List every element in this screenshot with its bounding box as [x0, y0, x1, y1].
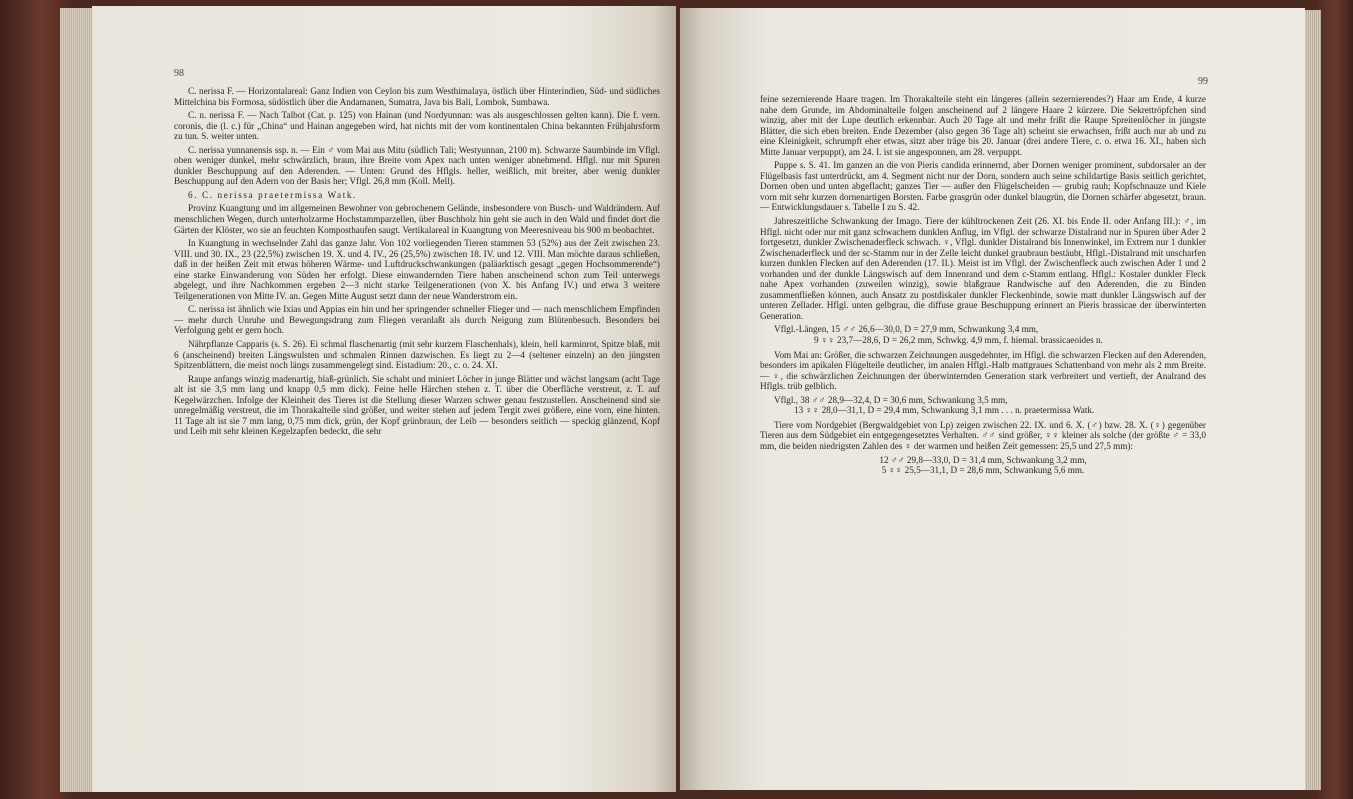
page-number-left: 98: [174, 68, 184, 79]
paragraph: Puppe s. S. 41. Im ganzen an die von Pieris candida erinnernd, aber Dornen weniger prominent, subdorsaler an der Flügelbasis fast unterdrückt, am 4. Segment nicht nur der Dorn, sondern auch seine schildartige Basis seitlich gerichtet, Dornen oben und unten abgeflacht; ganzes Tier — außer den Flügelscheiden — grubig rauh; Kopfschnauze und Kiele vorn mit sehr kurzen dornenartigen Borsten. Farbe grasgrün oder dunkel blaugrün, die Dornen schärfer abgesetzt, braun. — Entwicklungsdauer s. Tabelle I zu S. 42.: [760, 160, 1206, 213]
right-page: [680, 8, 1305, 790]
page-number-right: 99: [1198, 76, 1208, 87]
paragraph: C. nerissa F. — Horizontalareal: Ganz Indien von Ceylon bis zum Westhimalaya, östlich über Hinterindien, Süd- und südliches Mittelchina bis Formosa, südöstlich über die Andamanen, Sumatra, Java bis Bali, Lombok, Sumbawa.: [174, 86, 660, 107]
measurement-line: 5 ♀♀ 25,5—31,1, D = 28,6 mm, Schwankung 5,6 mm.: [881, 465, 1085, 476]
right-page-text: [760, 94, 1206, 480]
book-cover-right: [1317, 0, 1353, 799]
paragraph: C. nerissa yunnanensis ssp. n. — Ein ♂ vom Mai aus Mitu (südlich Tali; Westyunnan, 2100 m). Schwarze Saumbinde im Vflgl. oben weniger dunkel, mehr schwärzlich, braun, ihre Breite vom Apex nach unten weniger abnehmend. Hflgl. nur mit Spuren dunkler Beschuppung auf den Aderenden. — Unten: Grund des Hflgls. heller, weißlich, mit breiter, aber wenig dunkler Beschuppung auf den Adern von der Basis her; Vflgl. 26,8 mm (Koll. Mell).: [174, 144, 660, 187]
measurement-line: Vflgl., 38 ♂♂ 28,9—32,4, D = 30,6 mm, Schwankung 3,5 mm,: [774, 394, 1008, 405]
left-page: [92, 6, 676, 792]
paragraph: Provinz Kuangtung und im allgemeinen Bewohner von gebrochenem Gelände, insbesondere von Busch- und Waldrändern. Auf menschlichen Wegen, durch unterholzarme Hochstammparzellen, über Buschholz hin geht sie auch in den Wald und findet dort die Gärten der Klöster, wo sie an feuchten Komposthaufen saugt. Vertikalareal in Kuangtung von Meeresniveau bis 900 m beobachtet.: [174, 203, 660, 235]
paragraph: C. n. nerissa F. — Nach Talbot (Cat. p. 125) von Hainan (und Nordyunnan: was als ausgeschlossen gelten kann). Die f. vern. coronis, die (l. c.) für „China“ und Hainan angegeben wird, hat nichts mit der vom kontinentalen China bekannten Frühjahrsform zu tun. S. weiter unten.: [174, 110, 660, 142]
page-stack-left: [60, 8, 92, 792]
paragraph: Jahreszeitliche Schwankung der Imago. Tiere der kühltrockenen Zeit (26. XI. bis Ende II. oder Anfang III.): ♂, im Hflgl. nicht oder nur mit ganz schwachem dunklen Anflug, im Vflgl. der schwarze Distalrand nur in Spuren über Ader 2 fortgesetzt, dunkler Zwischenaderfleck schwach. ♀, Vflgl. dunkler Distalrand bis Innenwinkel, im Extrem nur 1 dunkler Zwischenaderfleck und der sc-Stamm nur in der Zelle leicht dunkel graubraun bestäubt, Hflgl.-Distalrand mit unscharfen kurzen dunklen Flecken auf den Aderenden (17. II.). Meist ist im Vflgl. der Zwischenfleck auch zwischen Ader 1 und 2 vorhanden und der dunkle Längswisch auf dem Innenrand und dem c-Stamm entlang. Hflgl.: Kostaler dunkler Fleck nahe Apex vorhanden (zuweilen winzig), sowie blaßgraue Randwische auf den Aderenden, die zu Binden zusammenfließen können, auch Ansatz zu postdiskaler dunkler Fleckenbinde, sowie matt dunkler Längswisch auf der unteren Zellader. Hflgl. unten gelbgrau, die diffuse graue Beschuppung erinnert an Pieris brassicae der überwinterten Generation.: [760, 216, 1206, 321]
paragraph: Nährpflanze Capparis (s. S. 26). Ei schmal flaschenartig (mit sehr kurzem Flaschenhals), klein, hell karminrot, Spitze blaß, mit 6 (anscheinend) breiten Längswulsten und schmalen Rinnen dazwischen. Es liegt zu 2—4 (seltener einzeln) an den jüngsten Spitzenblättern, die meist noch längs zusammengelegt sind. Eistadium: 20., c. o. 24. XI.: [174, 339, 660, 371]
measurement-line: 12 ♂♂ 29,8—33,0, D = 31,4 mm, Schwankung 3,2 mm,: [879, 454, 1087, 465]
paragraph: In Kuangtung in wechselnder Zahl das ganze Jahr. Von 102 vorliegenden Tieren stammen 53 (52%) aus der Zeit zwischen 23. VIII. und 30. IX., 23 (22,5%) zwischen 19. X. und 4. IV., 26 (25,5%) zwischen 18. IV. und 12. VIII. Man möchte daraus schließen, daß in der heißen Zeit mit etwas höheren Wärme- und Luftdruckschwankungen (paläarktisch gesagt „gegen Hochsommerende“) eine starke Einwanderung von Süden her erfolgt. Diese einwandernden Tiere haben anscheinend schon zum Teil unterwegs abgelegt, und ihre Nachkommen ergeben 2—3 nicht starke Teilgenerationen (von X. bis Anfang IV.) und etwa 3 weitere Teilgenerationen von Mitte IV. an. Gegen Mitte August setzt dann der neue Wanderstrom ein.: [174, 238, 660, 301]
measurement-line: 13 ♀♀ 28,0—31,1, D = 29,4 mm, Schwankung 3,1 mm . . . n. praetermissa Watk.: [794, 405, 1095, 416]
measurement-line: 9 ♀♀ 23,7—28,6, D = 26,2 mm, Schwkg. 4,9 mm, f. hiemal. brassicaeoides n.: [814, 335, 1103, 346]
measurement-block: [760, 324, 1206, 345]
measurement-line: Vflgl.-Längen, 15 ♂♂ 26,6—30,0, D = 27,9 mm, Schwankung 3,4 mm,: [774, 324, 1039, 335]
page-stack-right: [1305, 10, 1321, 790]
paragraph: Raupe anfangs winzig madenartig, blaß-grünlich. Sie schabt und miniert Löcher in junge Blätter und wächst langsam (acht Tage alt ist sie 3,5 mm lang und knapp 0,5 mm dick). Feine helle Härchen stehen z. T. über die Oberfläche verstreut, z. T. auf Kegelwärzchen. Infolge der Kleinheit des Tieres ist die Stellung dieser Warzen schwer genau festzustellen. Anscheinend sind sie unregelmäßig verstreut, die im Thorakalteile sind größer, und weiter stehen auf jedem Tergit zwei größere, eine vorn, eine hinten. 11 Tage alt ist sie 7 mm lang, 0,75 mm dick, grün, der Kopf grünbraun, der Leib — besonders seitlich — speckig glänzend, Kopf und Leib mit sehr kleinen Kegelzapfen bedeckt, die sehr: [174, 373, 660, 437]
paragraph: feine sezernierende Haare tragen. Im Thorakalteile steht ein längeres (allein sezernierendes?) Haar am Ende, 4 kurze nahe dem Grunde, im Abdominalteile folgen anscheinend auf 2 längere Haare 2 kürzere. Die Sekrettröpfchen sind winzig, aber mit der Lupe deutlich erkennbar. Auch 20 Tage alt und mehr frißt die Raupe Spreitenlöcher in jüngste Blätter, die sich eben breiten. Ende Dezember (also gegen 36 Tage alt) scheint sie erwachsen, frißt auch nur ab und zu eine Kleinigkeit, schrumpft eher etwas, sitzt aber träge bis 20. Januar (drei andere Tiere, c. o. etwa 16. XI., haben sich Mitte Januar verpuppt), am 24. I. ist sie angesponnen, am 28. verpuppt.: [760, 94, 1206, 157]
measurement-block: [760, 455, 1206, 476]
paragraph: C. nerissa ist ähnlich wie Ixias und Appias ein hin und her springender schneller Flieger und — nach menschlichem Empfinden — mehr durch Unruhe und Bewegungsdrang zum Fliegen veranlaßt als durch Neigung zum Blütenbesuch. Besonders bei Verfolgung geht er gern hoch.: [174, 304, 660, 336]
left-page-text: [174, 86, 660, 440]
measurement-block: [760, 395, 1206, 416]
paragraph: Tiere vom Nordgebiet (Bergwaldgebiet von Lp) zeigen zwischen 22. IX. und 6. X. (♂) bzw. 28. X. (♀) gegenüber Tieren aus dem Südgebiet ein entgegengesetztes Verhalten. ♂♂ sind größer, ♀♀ kleiner als solche (der größte ♂ = 33,0 mm, die beiden niedrigsten Zahlen des ♀ der warmen und heißen Zeit gemessen: 25,5 und 27,5 mm):: [760, 419, 1206, 451]
section-heading: 6. C. nerissa praetermissa Watk.: [188, 189, 357, 200]
paragraph: Vom Mai an: Größer, die schwarzen Zeichnungen ausgedehnter, im Hflgl. die schwarzen Flecken auf den Aderenden, besonders im apikalen Flügelteile deutlicher, im analen Hflgl.-Halb mattgraues Schattenband von mehr als 2 mm Breite. — ♀, die schwärzlichen Zeichnungen der überwinternden Generation stark verbreitert und vertieft, der Analrand des Hflgls. trüb gelblich.: [760, 349, 1206, 392]
